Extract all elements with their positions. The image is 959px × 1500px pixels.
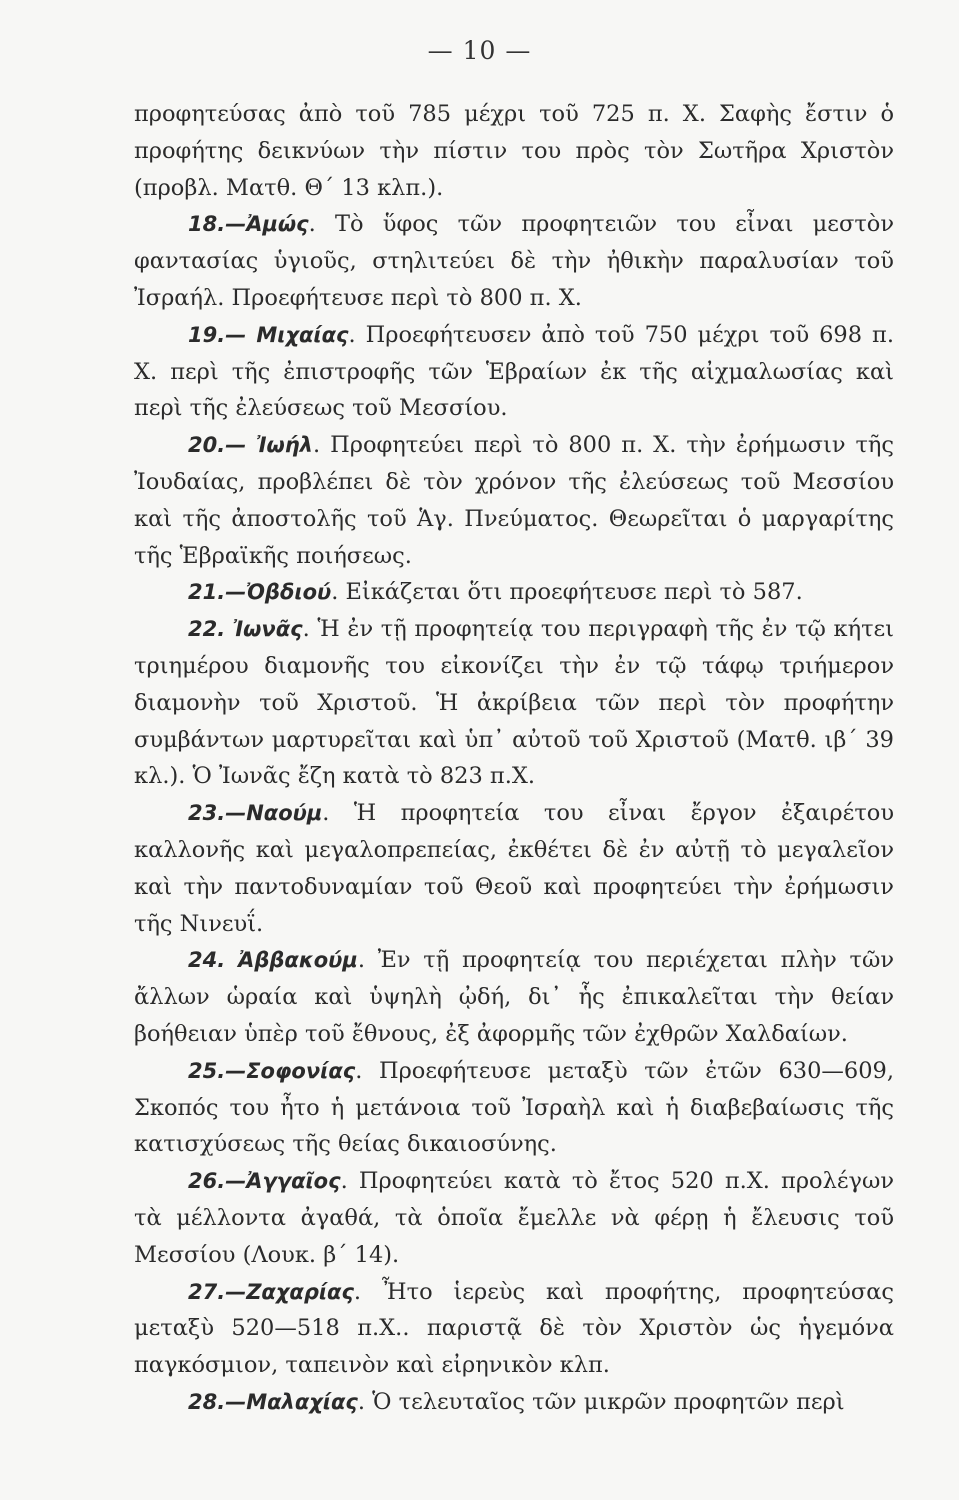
prophet-name: Ζαχαρίας xyxy=(246,1279,354,1304)
entry-nahum xyxy=(134,795,894,942)
entry-joel xyxy=(134,427,894,574)
entry-number: 21. xyxy=(188,580,226,605)
entry-number: 22. xyxy=(188,617,226,642)
prophet-name: Μαλαχίας xyxy=(246,1389,358,1414)
entry-dash: — xyxy=(225,433,257,458)
prophet-name: Ἰωνᾶς xyxy=(233,617,303,642)
entry-dash: — xyxy=(225,212,247,237)
entry-obadiah xyxy=(134,574,894,611)
entry-dash: — xyxy=(225,580,247,605)
entry-zechariah xyxy=(134,1274,894,1384)
entry-micah xyxy=(134,317,894,427)
entry-text: Ἡ προφητεία του εἶναι ἔργον ἐξαιρέτου καλλονῆς καὶ μεγαλοπρεπείας, ἐκθέτει δὲ ἐν αὐτῇ τὸ μεγαλεῖον καὶ τὴν παντοδυναμίαν τοῦ Θεοῦ καὶ προφητεύει τὴν ἐρήμωσιν τῆς Νινευΐ. xyxy=(134,800,894,937)
entry-text: Ἐν τῇ προφητείᾳ του περιέχεται πλὴν τῶν ἄλλων ὡραία καὶ ὑψηλὴ ᾠδή, δι᾽ ἧς ἐπικαλεῖται τὴν θείαν βοήθειαν ὑπὲρ τοῦ ἔθνους, ἐξ ἀφορμῆς τῶν ἐχθρῶν Χαλδαίων. xyxy=(134,947,894,1047)
entry-text: Προφητεύει κατὰ τὸ ἔτος 520 π.Χ. προλέγων τὰ μέλλοντα ἀγαθά, τὰ ὁποῖα ἔμελλε νὰ φέρῃ ἡ ἔλευσις τοῦ Μεσσίου (Λουκ. β΄ 14). xyxy=(134,1168,894,1268)
entry-text: Προεφήτευσεν ἀπὸ τοῦ 750 μέχρι τοῦ 698 π. Χ. περὶ τῆς ἐπιστροφῆς τῶν Ἑβραίων ἐκ τῆς αἰχμαλωσίας καὶ περὶ τῆς ἐλεύσεως τοῦ Μεσσίου. xyxy=(134,321,894,422)
entry-separator: . xyxy=(331,579,339,606)
entry-haggai xyxy=(134,1163,894,1273)
entry-text: Τὸ ὕφος τῶν προφητειῶν του εἶναι μεστὸν φαντασίας ὑγιοῦς, στηλιτεύει δὲ τὴν ἠθικὴν παραλυσίαν τοῦ Ἰσραήλ. Προεφήτευσε περὶ τὸ 800 π. Χ. xyxy=(134,211,894,311)
page-text xyxy=(134,96,894,1421)
entry-text: Ἦτο ἱερεὺς καὶ προφήτης, προφητεύσας μεταξὺ 520—518 π.Χ.. παριστᾷ δὲ τὸν Χριστὸν ὡς ἡγεμόνα παγκόσμιον, ταπεινὸν καὶ εἰρηνικὸν κλπ. xyxy=(134,1278,894,1379)
entry-separator: . xyxy=(340,1168,348,1195)
entry-text: Εἰκάζεται ὅτι προεφήτευσε περὶ τὸ 587. xyxy=(338,579,803,606)
entry-dash xyxy=(225,617,233,641)
entry-number: 20. xyxy=(188,433,226,458)
prophet-name: Ναούμ xyxy=(246,801,323,826)
entry-separator: . xyxy=(312,432,321,459)
entry-separator: . xyxy=(322,800,330,827)
entry-number: 27. xyxy=(188,1279,226,1304)
entry-text: Προφητεύει περὶ τὸ 800 π. Χ. τὴν ἐρήμωσιν τῆς Ἰουδαίας, προβλέπει δὲ τὸν χρόνον τῆς ἐλεύσεως τοῦ Μεσσίου καὶ τῆς ἀποστολῆς τοῦ Ἁγ. Πνεύματος. Θεωρεῖται ὁ μαργαρίτης τῆς Ἑβραϊκῆς ποιήσεως. xyxy=(134,432,894,569)
entry-text: Προεφήτευσε μεταξὺ τῶν ἐτῶν 630—609, Σκοπός του ἦτο ἡ μετάνοια τοῦ Ἰσραὴλ καὶ ἡ διαβεβαίωσις τῆς κατισχύσεως τῆς θείας δικαιοσύνης. xyxy=(134,1057,894,1158)
entry-dash: — xyxy=(225,1169,247,1194)
entry-number: 18. xyxy=(188,212,226,237)
entry-dash: — xyxy=(225,322,257,347)
prophet-name: Ἀμώς xyxy=(246,212,309,237)
entry-number: 26. xyxy=(188,1169,226,1194)
prophet-name: Ἀββακούμ xyxy=(238,948,358,973)
prophet-name: Σοφονίας xyxy=(246,1058,356,1083)
intro-paragraph: προφητεύσας ἀπὸ τοῦ 785 μέχρι τοῦ 725 π. Χ. Σαφὴς ἔστιν ὁ προφήτης δεικνύων τὴν πίστιν του πρὸς τὸν Σωτῆρα Χριστὸν (προβλ. Ματθ. Θ΄ 13 κλπ.). xyxy=(134,101,894,201)
entry-text: Ὁ τελευταῖος τῶν μικρῶν προφητῶν περὶ xyxy=(365,1388,845,1415)
entry-separator: . xyxy=(357,947,365,974)
entry-number: 23. xyxy=(188,801,226,826)
entry-dash: — xyxy=(225,1279,247,1304)
entry-dash: — xyxy=(225,801,247,826)
prophet-name: Ἀγγαῖος xyxy=(246,1169,341,1194)
prophet-name: Μιχαίας xyxy=(256,322,349,347)
entry-number: 24. xyxy=(188,948,226,973)
entry-number: 28. xyxy=(188,1389,226,1414)
entry-separator: . xyxy=(302,616,310,643)
entry-separator: . xyxy=(353,1278,362,1305)
prophet-name: Ἰωήλ xyxy=(256,433,313,458)
entry-separator: . xyxy=(308,211,316,238)
entry-separator: . xyxy=(348,321,356,348)
entry-number: 25. xyxy=(188,1058,226,1083)
entry-separator: . xyxy=(355,1057,363,1084)
entry-dash xyxy=(225,948,238,972)
entry-dash: — xyxy=(225,1389,247,1414)
entry-malachi xyxy=(134,1384,894,1421)
page-number: — 10 — xyxy=(427,36,532,65)
entry-jonah xyxy=(134,611,894,795)
prophet-name: Ὀβδιού xyxy=(246,580,332,605)
entry-zephaniah xyxy=(134,1053,894,1163)
entry-number: 19. xyxy=(188,322,226,347)
entry-separator: . xyxy=(357,1388,366,1415)
entry-dash: — xyxy=(225,1058,247,1083)
entry-amos xyxy=(134,206,894,316)
entry-text: Ἡ ἐν τῇ προφητείᾳ του περιγραφὴ τῆς ἐν τῷ κήτει τριημέρου διαμονῆς του εἰκονίζει τὴν ἐν τῷ τάφῳ τριήμερον διαμονὴν τοῦ Χριστοῦ. Ἡ ἀκρίβεια τῶν περὶ τὸν προφήτην συμβάντων μαρτυρεῖται καὶ ὑπ᾽ αὐτοῦ τοῦ Χριστοῦ (Ματθ. ιβ΄ 39 κλ.). Ὁ Ἰωνᾶς ἔζη κατὰ τὸ 823 π.Χ. xyxy=(134,616,894,790)
entry-habakkuk xyxy=(134,942,894,1052)
